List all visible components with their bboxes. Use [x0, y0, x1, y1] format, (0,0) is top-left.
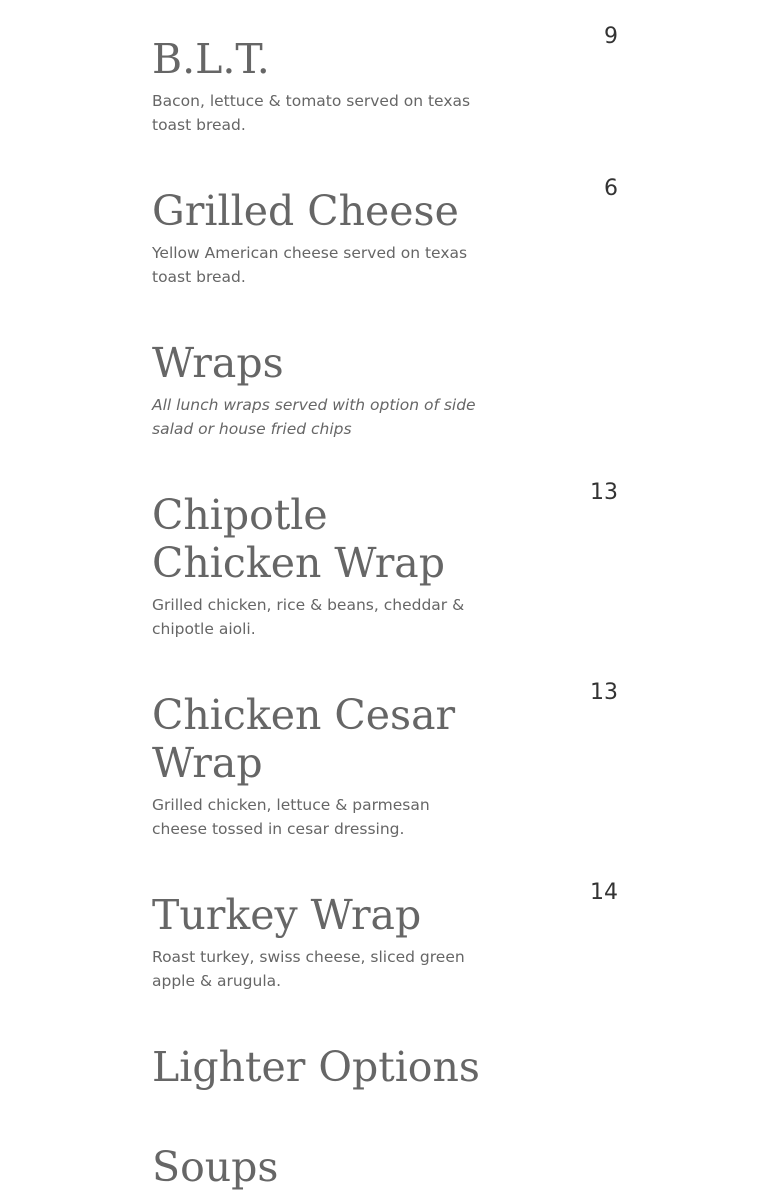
menu-item-price: 6 — [604, 176, 618, 201]
section-wraps — [152, 339, 618, 441]
menu-item-price: 13 — [590, 680, 618, 705]
section-title: Lighter Options — [152, 1043, 480, 1091]
menu-item-price: 13 — [590, 480, 618, 505]
menu-item-title: Chicken Cesar Wrap — [152, 691, 456, 787]
menu-item-description: Bacon, lettuce & tomato served on texas toast bread. — [152, 92, 471, 134]
menu-item-title: Grilled Cheese — [152, 187, 459, 235]
menu-item-price: 14 — [590, 880, 618, 905]
menu-item-blt — [152, 24, 618, 137]
section-title: Wraps — [152, 339, 284, 387]
menu-item-title: Turkey Wrap — [152, 891, 422, 939]
menu-item-turkey-wrap — [152, 880, 618, 993]
menu-item-title: B.L.T. — [152, 35, 270, 83]
menu-item-description: Grilled chicken, lettuce & parmesan cheese tossed in cesar dressing. — [152, 796, 430, 838]
menu-item-title: Chipotle Chicken Wrap — [152, 491, 445, 587]
section-lighter-options — [152, 1043, 618, 1091]
section-soups — [152, 1143, 618, 1191]
menu-item-grilled-cheese — [152, 176, 618, 289]
menu-item-description: Yellow American cheese served on texas toast bread. — [152, 244, 468, 286]
menu-item-chipotle-chicken-wrap — [152, 480, 618, 641]
menu-item-chicken-cesar-wrap — [152, 680, 618, 841]
section-title: Soups — [152, 1143, 279, 1191]
section-note: All lunch wraps served with option of side salad or house fried chips — [152, 396, 476, 438]
menu-item-description: Roast turkey, swiss cheese, sliced green apple & arugula. — [152, 948, 465, 990]
menu-item-price: 9 — [604, 24, 618, 49]
menu-item-description: Grilled chicken, rice & beans, cheddar & chipotle aioli. — [152, 596, 465, 638]
